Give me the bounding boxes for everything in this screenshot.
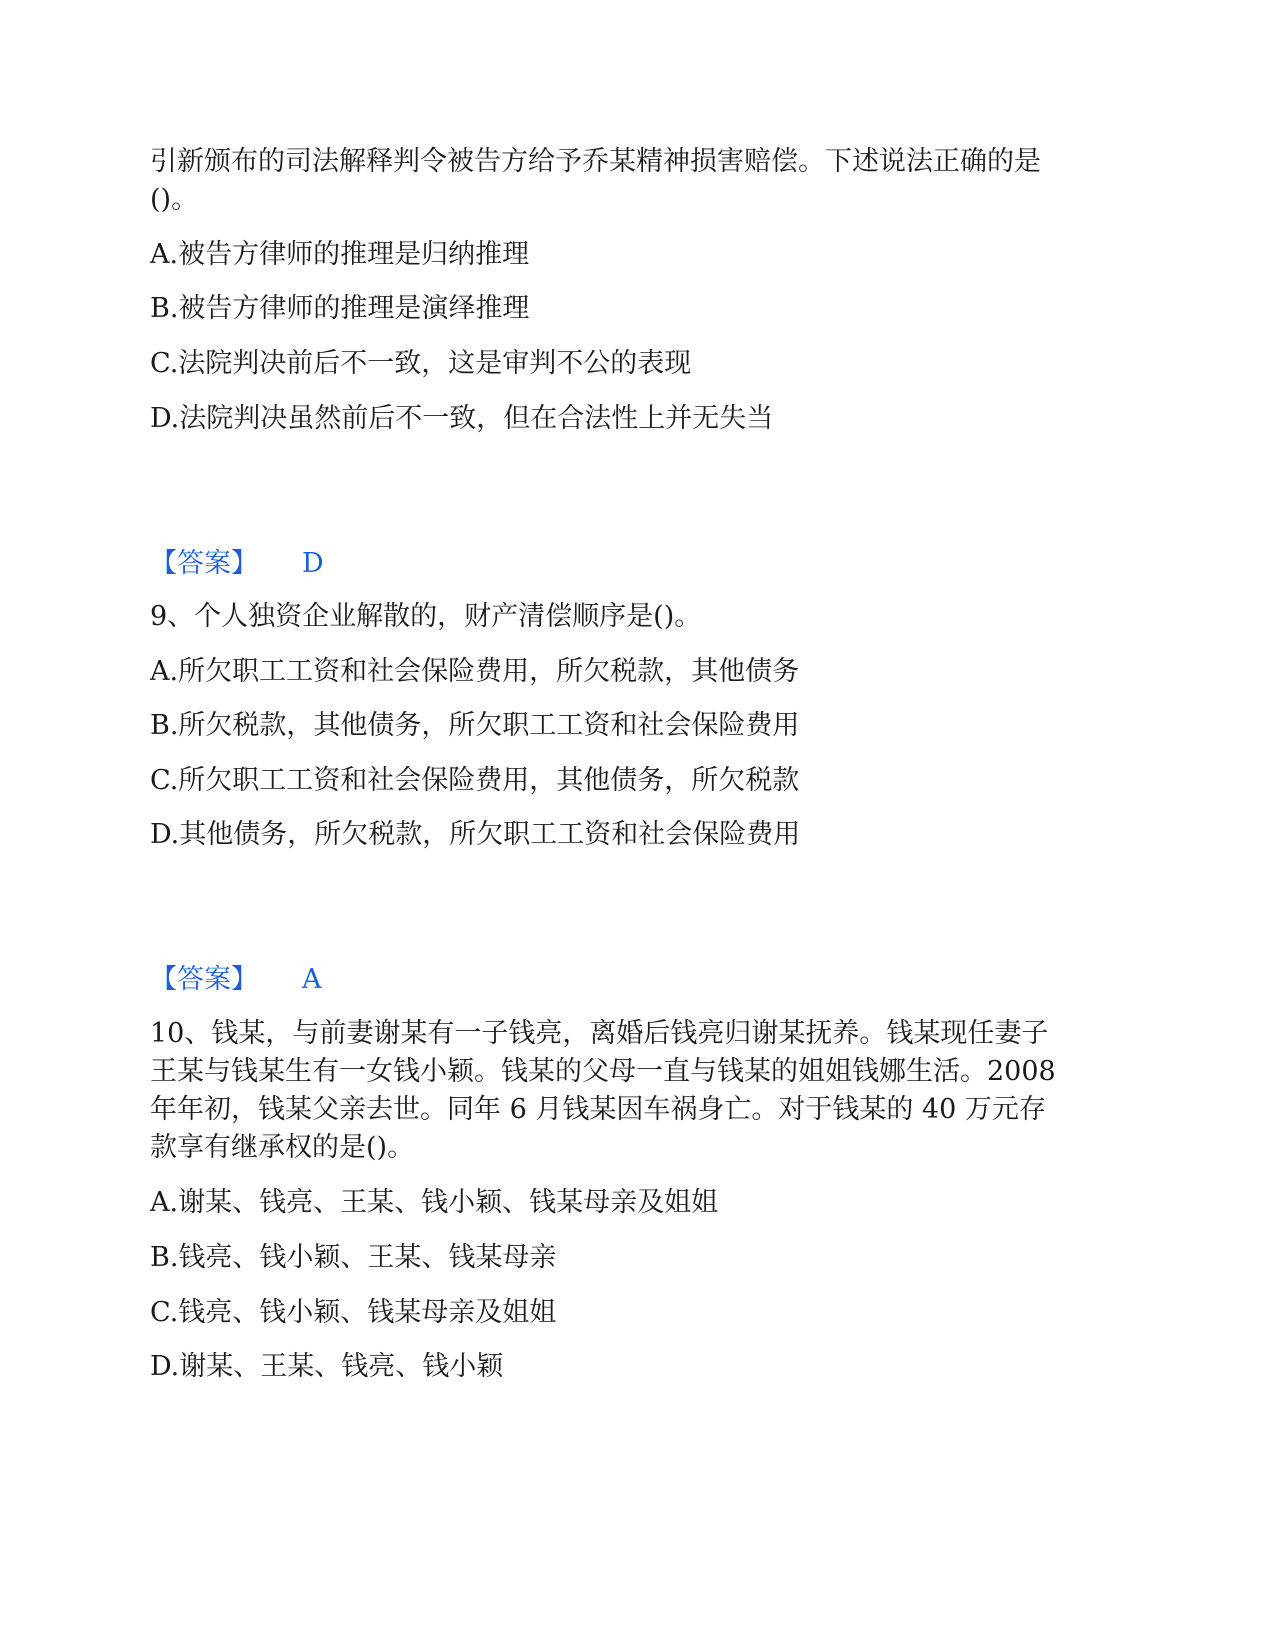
question-8-option-c: C.法院判决前后不一致，这是审判不公的表现 [150,348,692,379]
question-8-stem-line-2: ()。 [150,184,199,215]
question-10-option-c: C.钱亮、钱小颖、钱某母亲及姐姐 [150,1297,557,1328]
answer-value: D [302,548,324,579]
question-10-stem-line-4: 款享有继承权的是()。 [150,1132,415,1163]
question-8-answer [150,547,324,580]
question-8-option-d: D.法院判决虽然前后不一致，但在合法性上并无失当 [150,403,774,434]
question-9-option-c: C.所欠职工工资和社会保险费用，其他债务，所欠税款 [150,765,800,796]
question-9-option-a: A.所欠职工工资和社会保险费用，所欠税款，其他债务 [150,656,800,687]
question-10-stem-line-1: 10、钱某，与前妻谢某有一子钱亮，离婚后钱亮归谢某抚养。钱某现任妻子 [150,1018,1049,1049]
question-10-stem-line-2: 王某与钱某生有一女钱小颖。钱某的父母一直与钱某的姐姐钱娜生活。2008 [150,1056,1056,1087]
question-8-option-b: B.被告方律师的推理是演绎推理 [150,293,530,324]
question-9-option-b: B.所欠税款，其他债务，所欠职工工资和社会保险费用 [150,710,800,741]
question-8-stem-line-1: 引新颁布的司法解释判令被告方给予乔某精神损害赔偿。下述说法正确的是 [150,146,1041,177]
answer-label: 【答案】 [150,964,258,995]
question-8-option-a: A.被告方律师的推理是归纳推理 [150,239,530,270]
question-10-option-b: B.钱亮、钱小颖、王某、钱某母亲 [150,1242,557,1273]
answer-label: 【答案】 [150,548,258,579]
question-9-answer [150,963,322,996]
question-10-option-d: D.谢某、王某、钱亮、钱小颖 [150,1351,504,1382]
answer-value: A [302,964,322,995]
question-10-stem-line-3: 年年初，钱某父亲去世。同年 6 月钱某因车祸身亡。对于钱某的 40 万元存 [150,1094,1046,1125]
question-9-stem: 9、个人独资企业解散的，财产清偿顺序是()。 [150,601,702,632]
question-9-option-d: D.其他债务，所欠税款，所欠职工工资和社会保险费用 [150,819,801,850]
question-10-option-a: A.谢某、钱亮、王某、钱小颖、钱某母亲及姐姐 [150,1187,719,1218]
